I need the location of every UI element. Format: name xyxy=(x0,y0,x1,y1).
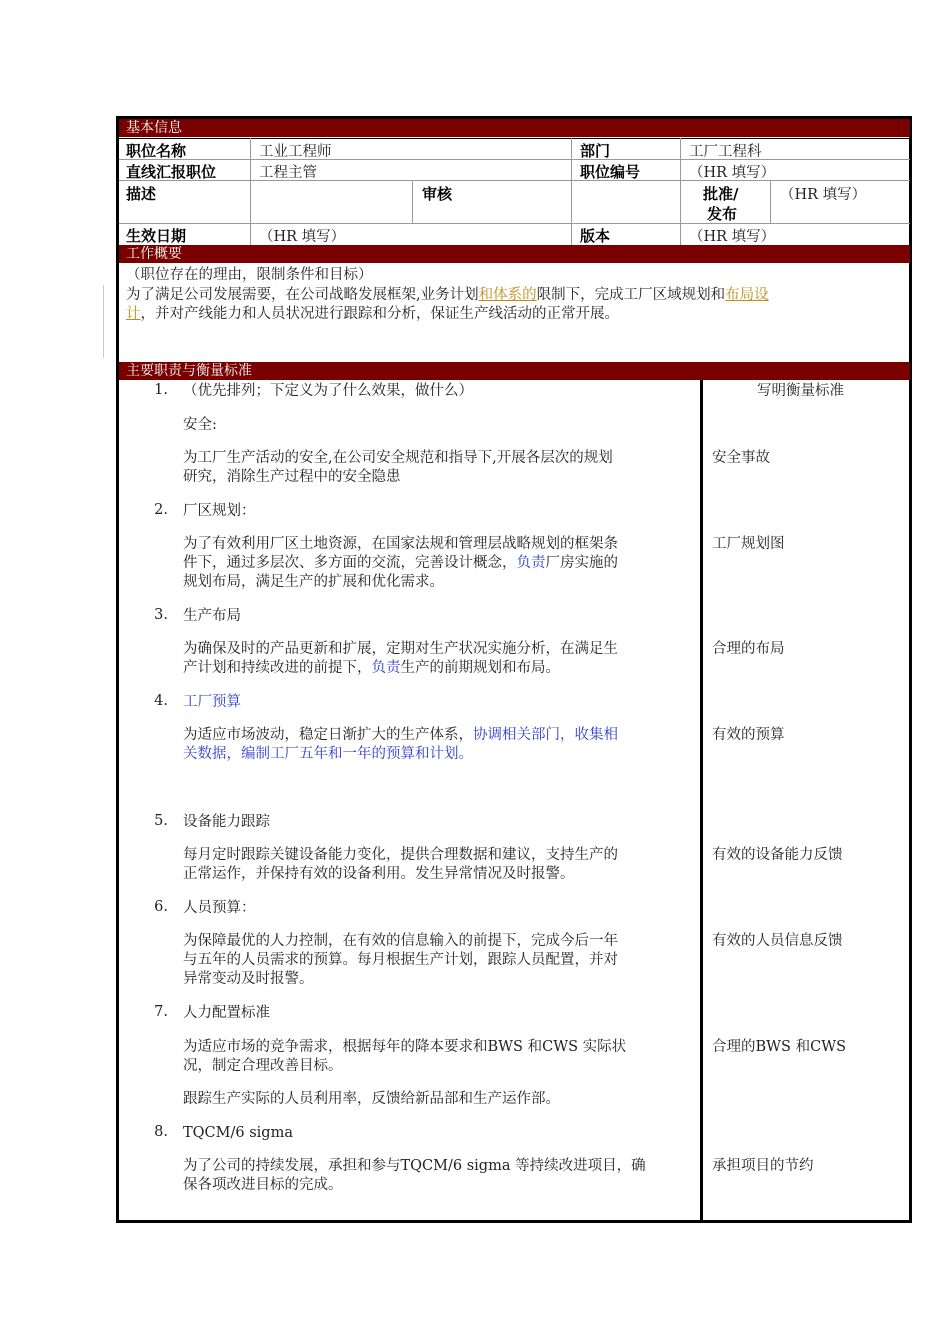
item-desc-line xyxy=(183,554,618,573)
grid-line xyxy=(119,159,910,160)
effective-date-label: 生效日期 xyxy=(126,227,187,245)
item-measure: 安全事故 xyxy=(712,450,770,466)
item-title: 人员预算： xyxy=(183,900,256,916)
summary-text-c: ，并对产线能力和人员状况进行跟踪和分析，保证生产线活动的正常开展。 xyxy=(140,306,619,322)
summary-hint: （职位存在的理由，限制条件和目标） xyxy=(126,267,373,283)
publish-label: 发布 xyxy=(707,205,738,223)
item-desc-line xyxy=(183,659,560,678)
effective-date-value: （HR 填写） xyxy=(259,229,346,245)
item-desc-line xyxy=(183,726,618,745)
report-to-value: 工程主管 xyxy=(259,165,317,181)
item-measure: 有效的预算 xyxy=(712,727,785,743)
item-desc: 保各项改进目标的完成。 xyxy=(183,1177,343,1193)
section-header-summary: 工作概要 xyxy=(119,245,910,263)
item-desc: 厂房实施的 xyxy=(545,555,618,571)
section-header-duties: 主要职责与衡量标准 xyxy=(119,362,910,380)
standard-header: 写明衡量标准 xyxy=(757,383,844,399)
item-desc: 件下，通过多层次、多方面的交流，完善设计概念， xyxy=(183,555,517,571)
item-measure: 有效的人员信息反馈 xyxy=(712,933,843,949)
department-label: 部门 xyxy=(580,142,611,160)
item-desc: 规划布局，满足生产的扩展和优化需求。 xyxy=(183,574,444,590)
item-title: TQCM/6 sigma xyxy=(183,1125,293,1141)
item-desc: 为确保及时的产品更新和扩展，定期对生产状况实施分析，在满足生 xyxy=(183,641,618,657)
item-measure: 有效的设备能力反馈 xyxy=(712,847,843,863)
item-desc: 为了有效利用厂区土地资源，在国家法规和管理层战略规划的框架条 xyxy=(183,536,618,552)
version-value: （HR 填写） xyxy=(689,229,776,245)
item-desc: 跟踪生产实际的人员利用率，反馈给新品部和生产运作部。 xyxy=(183,1091,560,1107)
item-measure: 工厂规划图 xyxy=(712,536,785,552)
item-title: 人力配置标准 xyxy=(183,1005,270,1021)
item-number: 4. xyxy=(154,693,168,709)
item-number: 8. xyxy=(154,1124,168,1140)
item-desc: 异常变动及时报警。 xyxy=(183,971,314,987)
summary-line-2 xyxy=(126,305,619,324)
summary-link-1[interactable]: 和体系的 xyxy=(478,287,537,303)
item-desc-highlight: 负责 xyxy=(371,660,401,676)
item-desc: 每月定时跟踪关键设备能力变化，提供合理数据和建议，支持生产的 xyxy=(183,847,618,863)
item-desc: 况，制定合理改善目标。 xyxy=(183,1058,343,1074)
item-number: 1. xyxy=(154,382,168,398)
grid-line xyxy=(571,138,572,245)
summary-text-a: 为了满足公司发展需要，在公司战略发展框架,业务计划 xyxy=(126,287,479,303)
item-measure: 合理的BWS 和CWS xyxy=(712,1039,847,1055)
grid-line xyxy=(119,180,910,181)
item-title: 生产布局 xyxy=(183,608,241,624)
item-desc: 为适应市场波动，稳定日渐扩大的生产体系， xyxy=(183,727,473,743)
item-title: 工厂预算 xyxy=(183,694,241,710)
grid-line xyxy=(770,180,771,223)
item-desc: 为保障最优的人力控制，在有效的信息输入的前提下，完成今后一年 xyxy=(183,933,618,949)
item-desc: 关数据，编制工厂五年和一年的预算和计划。 xyxy=(183,746,473,762)
description-label: 描述 xyxy=(126,185,157,203)
summary-link-3[interactable]: 计 xyxy=(126,306,141,322)
item-desc: 产计划和持续改进的前提下， xyxy=(183,660,372,676)
grid-line xyxy=(119,223,910,224)
version-label: 版本 xyxy=(580,227,611,245)
review-label: 审核 xyxy=(422,185,453,203)
item-desc: 与五年的人员需求的预算。每月根据生产计划，跟踪人员配置，并对 xyxy=(183,952,618,968)
item-desc: 正常运作，并保持有效的设备利用。发生异常情况及时报警。 xyxy=(183,866,575,882)
margin-mark xyxy=(103,285,104,358)
item-number: 7. xyxy=(154,1004,168,1020)
grid-line xyxy=(119,138,910,139)
item-title: 厂区规划： xyxy=(183,503,256,519)
item-measure: 合理的布局 xyxy=(712,641,785,657)
grid-line xyxy=(250,138,251,245)
item-desc: 为工厂生产活动的安全,在公司安全规范和指导下,开展各层次的规划 xyxy=(183,450,613,466)
summary-text-b: 限制下，完成工厂区域规划和 xyxy=(536,287,726,303)
item-measure: 承担项目的节约 xyxy=(712,1158,814,1174)
section-header-basic-info: 基本信息 xyxy=(119,119,910,137)
item-desc: 生产的前期规划和布局。 xyxy=(400,660,560,676)
item-desc: 为适应市场的竞争需求，根据每年的降本要求和BWS 和CWS 实际状 xyxy=(183,1039,627,1055)
item-title: 安全: xyxy=(183,417,217,433)
item-number: 3. xyxy=(154,607,168,623)
item-desc: 为了公司的持续发展，承担和参与TQCM/6 sigma 等持续改进项目，确 xyxy=(183,1158,646,1174)
item-desc-highlight: 协调相关部门，收集相 xyxy=(473,727,618,743)
item-number: 6. xyxy=(154,899,168,915)
duties-intro: （优先排列；下定义为了什么效果，做什么） xyxy=(183,383,473,399)
item-number: 2. xyxy=(154,502,168,518)
summary-line-1 xyxy=(126,286,769,305)
grid-line xyxy=(680,138,681,245)
item-number: 5. xyxy=(154,813,168,829)
item-title: 设备能力跟踪 xyxy=(183,814,270,830)
approve-value: （HR 填写） xyxy=(780,187,867,203)
position-code-value: （HR 填写） xyxy=(689,165,776,181)
report-to-label: 直线汇报职位 xyxy=(126,163,217,181)
item-desc: 研究，消除生产过程中的安全隐患 xyxy=(183,469,401,485)
position-code-label: 职位编号 xyxy=(580,163,641,181)
position-name-value: 工业工程师 xyxy=(259,144,332,160)
department-value: 工厂工程科 xyxy=(689,144,762,160)
summary-link-2[interactable]: 布局设 xyxy=(725,287,769,303)
column-divider xyxy=(700,380,703,1221)
position-name-label: 职位名称 xyxy=(126,142,187,160)
approve-label: 批准/ xyxy=(703,185,739,203)
grid-line xyxy=(412,180,413,223)
item-desc-highlight: 负责 xyxy=(516,555,546,571)
